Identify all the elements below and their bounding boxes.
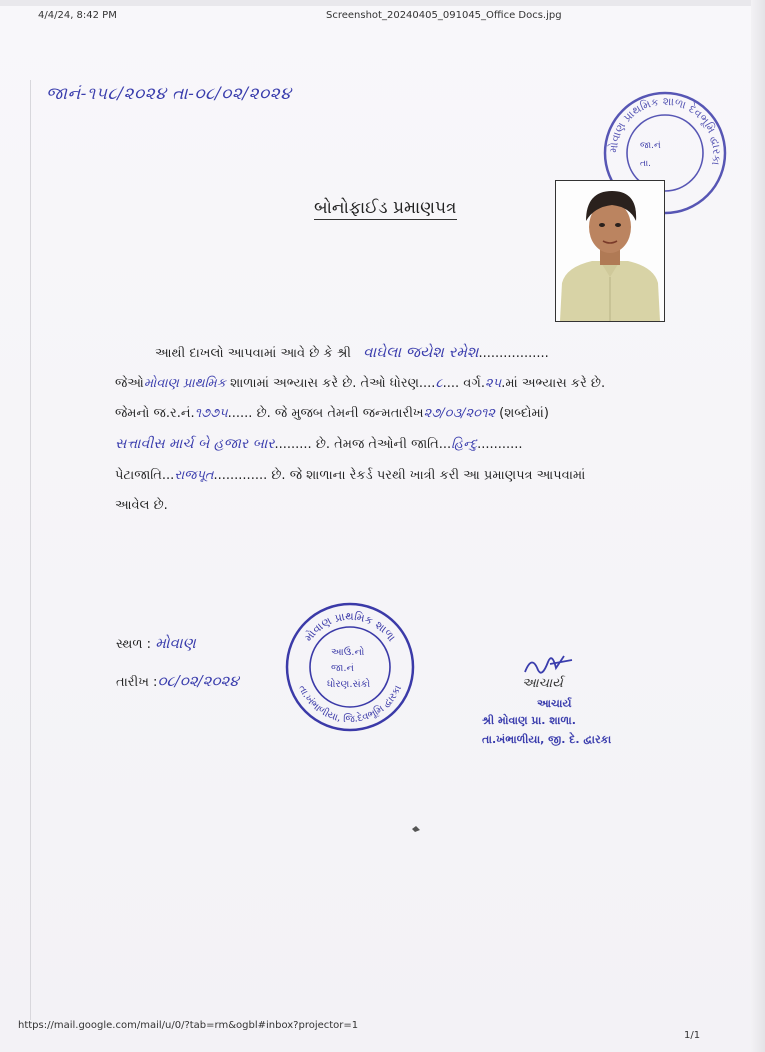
caste-field: હિન્દુ: [451, 437, 478, 452]
signature-stamp-line-1: આચાર્ય: [537, 697, 572, 710]
body-line2-mid: શાળામાં અભ્યાસ કરે છે. તેઓ ધોરણ: [230, 376, 419, 391]
place-value: મોવાણ: [155, 634, 196, 652]
dotted-leader: .........: [274, 437, 312, 452]
dotted-leader: ...........: [477, 437, 523, 452]
stamp-bottom-text: તા.ખંભાળીયા, જિ.દેવભૂમિ દ્વારકા: [295, 683, 405, 726]
dotted-leader: ...: [438, 437, 452, 452]
body-line-3: [115, 406, 549, 421]
body-line-5: [115, 468, 585, 483]
body-line3-suffix: (શબ્દોમાં): [499, 406, 549, 421]
student-name-field: વાઘેલા જયેશ રમેશ: [363, 343, 479, 361]
body-line1-prefix: આથી દાખલો આપવામાં આવે છે કે શ્રી: [155, 346, 352, 361]
signature-stamp-line-3: તા.ખંભાળીયા, જી. દે. દ્વારકા: [482, 733, 612, 746]
student-photo: [555, 180, 665, 322]
date-value: ૦૮/૦૨/૨૦૨૪: [157, 672, 239, 690]
dotted-leader: .: [501, 376, 506, 391]
date-label: તારીખ :: [116, 675, 158, 690]
print-filename: Screenshot_20240405_091045_Office Docs.jpg: [326, 10, 562, 21]
body-line5-prefix: પેટાજાતિ: [115, 468, 162, 483]
body-line-1: [155, 343, 549, 361]
place-line: [116, 634, 196, 652]
svg-text:મોવાણ પ્રાથમિક શાળા દેવભૂમિ દ્: [607, 95, 723, 167]
body-line2-prefix: જેઓ: [115, 376, 144, 391]
print-page-number: 1/1: [684, 1030, 701, 1041]
body-line3-prefix: જેમનો જ.ર.નં.: [115, 406, 195, 421]
body-line3-mid: છે. જે મુજબ તેમની જન્મતારીખ: [256, 406, 424, 421]
stamp-top-text: મોવાણ પ્રાથમિક શાળા: [301, 609, 399, 644]
school-name-field: મોવાણ પ્રાથમિક: [143, 376, 226, 391]
top-stamp-ring-text: મોવાણ પ્રાથમિક શાળા દેવભૂમિ દ્વારકા: [606, 94, 724, 167]
reference-number-line: જાનં-૧૫૮/૨૦૨૪ તા-૦૮/૦૨/૨૦૨૪: [46, 84, 292, 104]
top-stamp-inner-2: તા.: [640, 159, 652, 169]
dotted-leader: ....: [418, 376, 436, 391]
body-line6: આવેલ છે.: [115, 498, 168, 513]
dotted-leader: ......: [227, 406, 253, 421]
subcaste-field: રાજપૂત: [174, 468, 214, 483]
body-line-6: [115, 498, 168, 513]
stray-ink-mark: [410, 824, 422, 834]
dotted-leader: ....: [442, 376, 460, 391]
body-line-4: [115, 436, 523, 452]
signature-stamp-line-2: શ્રી મોવાણ પ્રા. શાળા.: [482, 714, 576, 727]
body-line-2: [115, 376, 605, 391]
signature-title-handwritten: આચાર્ય: [522, 676, 563, 691]
dob-words-field: સત્તાવીસ માર્ચ બે હજાર બાર: [115, 436, 275, 452]
page-edge-right: [751, 0, 765, 1052]
document-title: બોનોફાઈડ પ્રમાણપત્ર: [314, 198, 457, 218]
body-line5-suffix: છે. જે શાળાના રેકર્ડ પરથી ખાત્રી કરી આ પ્રમાણપત્ર આપવામાં: [271, 468, 586, 483]
school-round-stamp: [283, 600, 418, 735]
standard-field: ૮: [435, 376, 443, 391]
dotted-leader: ...: [161, 468, 175, 483]
dotted-leader: .: [480, 376, 485, 391]
body-line4-mid: છે. તેમજ તેઓની જાતિ: [315, 437, 439, 452]
date-line: [116, 672, 239, 690]
stamp-inner-1: આઉ.નો: [331, 647, 365, 658]
place-label: સ્થળ :: [116, 637, 152, 652]
gr-number-field: ૧૭૭૫: [194, 406, 228, 421]
class-field: ૨૫: [485, 376, 502, 391]
page-fold-line: [30, 80, 31, 1020]
dotted-leader: .............: [213, 468, 268, 483]
body-line2-mid2: વર્ગ: [463, 376, 481, 391]
stamp-inner-3: ધોરણ.સંકો: [327, 679, 371, 690]
print-url: https://mail.google.com/mail/u/0/?tab=rm&ogbl#inbox?projector=1: [18, 1020, 359, 1031]
print-datetime: 4/4/24, 8:42 PM: [38, 10, 117, 21]
page-edge-top: [0, 0, 765, 6]
stamp-inner-2: જા.નં: [331, 663, 354, 674]
dob-field: ૨૭/૦૩/૨૦૧૨: [423, 406, 495, 421]
dotted-leader: .................: [478, 346, 549, 361]
top-stamp-inner-1: જા.નં: [640, 141, 661, 151]
body-line2-suffix: માં અભ્યાસ કરે છે.: [505, 376, 606, 391]
